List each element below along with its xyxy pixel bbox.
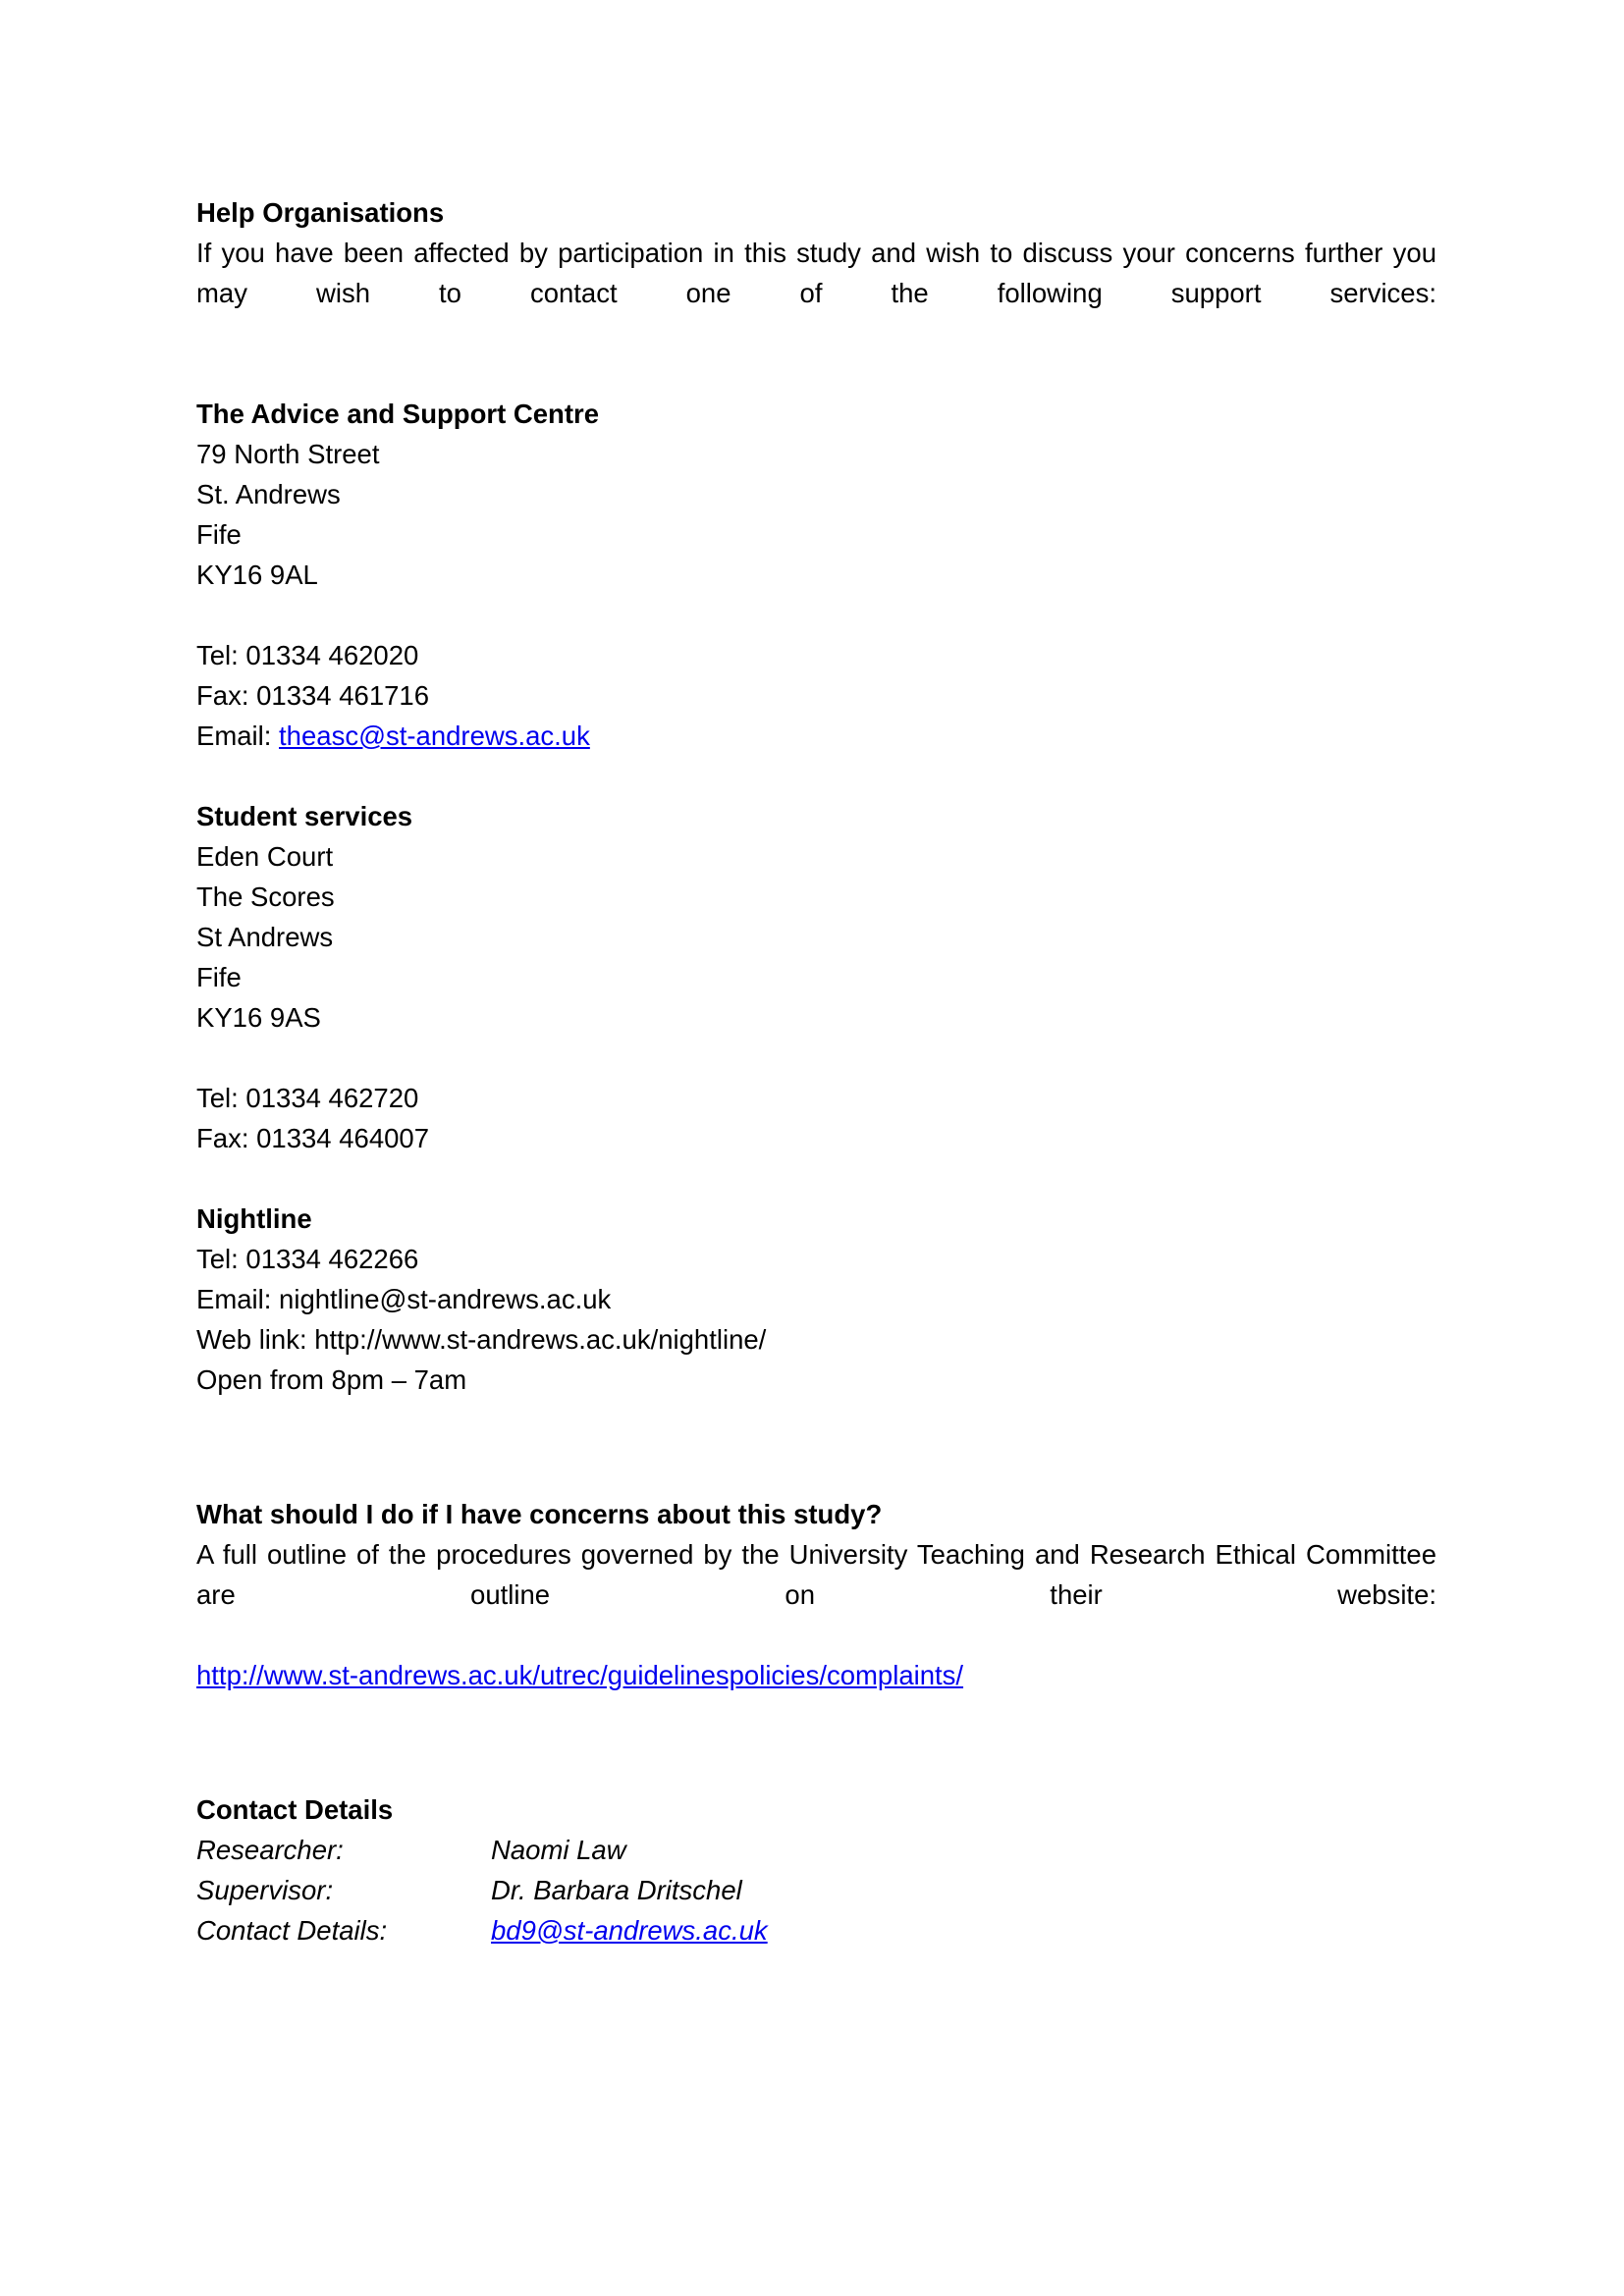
nightline-opening-hours: Open from 8pm – 7am	[196, 1364, 467, 1395]
contact-row-researcher	[196, 1830, 1436, 1870]
student-telephone: Tel: 01334 462720	[196, 1083, 419, 1113]
advice-address-line-1: 79 North Street	[196, 439, 380, 469]
student-address-line-2: The Scores	[196, 881, 335, 912]
nightline-heading: Nightline	[196, 1203, 312, 1234]
student-address-line-3: St Andrews	[196, 922, 334, 952]
section-concerns	[196, 1494, 1436, 1695]
contact-details-heading: Contact Details	[196, 1794, 394, 1825]
spacer	[196, 1038, 1436, 1078]
spacer	[196, 595, 1436, 635]
advice-support-centre-heading: The Advice and Support Centre	[196, 399, 600, 429]
contact-label-researcher: Researcher:	[196, 1835, 344, 1865]
student-address-line-1: Eden Court	[196, 841, 334, 872]
section-nightline	[196, 1199, 1436, 1400]
advice-telephone: Tel: 01334 462020	[196, 640, 419, 670]
contact-label-supervisor: Supervisor:	[196, 1875, 334, 1905]
nightline-email: Email: nightline@st-andrews.ac.uk	[196, 1284, 612, 1314]
contact-row-email	[196, 1910, 1436, 1950]
utrec-complaints-link[interactable]: http://www.st-andrews.ac.uk/utrec/guidelinespolicies/complaints/	[196, 1660, 964, 1690]
advice-email-label: Email:	[196, 721, 280, 751]
section-help-organisations	[196, 192, 1436, 353]
student-fax: Fax: 01334 464007	[196, 1123, 429, 1153]
section-advice-support-centre	[196, 394, 1436, 756]
advice-email-line	[196, 716, 1436, 756]
help-organisations-heading: Help Organisations	[196, 197, 445, 228]
section-student-services	[196, 796, 1436, 1158]
concerns-heading: What should I do if I have concerns about this study?	[196, 1499, 883, 1529]
contact-value-researcher: Naomi Law	[491, 1835, 626, 1865]
section-contact-details	[196, 1789, 1436, 1950]
advice-address-line-3: Fife	[196, 519, 242, 550]
spacer	[196, 353, 1436, 394]
supervisor-email-link[interactable]: bd9@st-andrews.ac.uk	[491, 1915, 768, 1946]
advice-email-link[interactable]: theasc@st-andrews.ac.uk	[279, 721, 590, 751]
concerns-link-line	[196, 1655, 1436, 1695]
spacer	[196, 756, 1436, 796]
spacer	[196, 1695, 1436, 1789]
concerns-body: A full outline of the procedures governed by the University Teaching and Research Ethical Committee are outline on their website:	[196, 1539, 1436, 1610]
student-address-line-4: Fife	[196, 962, 242, 992]
student-address-postcode: KY16 9AS	[196, 1002, 321, 1033]
contact-row-supervisor	[196, 1870, 1436, 1910]
contact-value-supervisor: Dr. Barbara Dritschel	[491, 1875, 742, 1905]
advice-address-postcode: KY16 9AL	[196, 560, 318, 590]
advice-fax: Fax: 01334 461716	[196, 680, 429, 711]
help-organisations-body: If you have been affected by participation in this study and wish to discuss your concerns further you may wish to contact one of the following support services:	[196, 238, 1436, 308]
spacer	[196, 1400, 1436, 1494]
nightline-telephone: Tel: 01334 462266	[196, 1244, 419, 1274]
advice-address-line-2: St. Andrews	[196, 479, 341, 509]
contact-label-contact-details: Contact Details:	[196, 1915, 388, 1946]
document-content	[196, 192, 1436, 1950]
spacer	[196, 1158, 1436, 1199]
nightline-web-link: Web link: http://www.st-andrews.ac.uk/nightline/	[196, 1324, 767, 1355]
student-services-heading: Student services	[196, 801, 413, 831]
